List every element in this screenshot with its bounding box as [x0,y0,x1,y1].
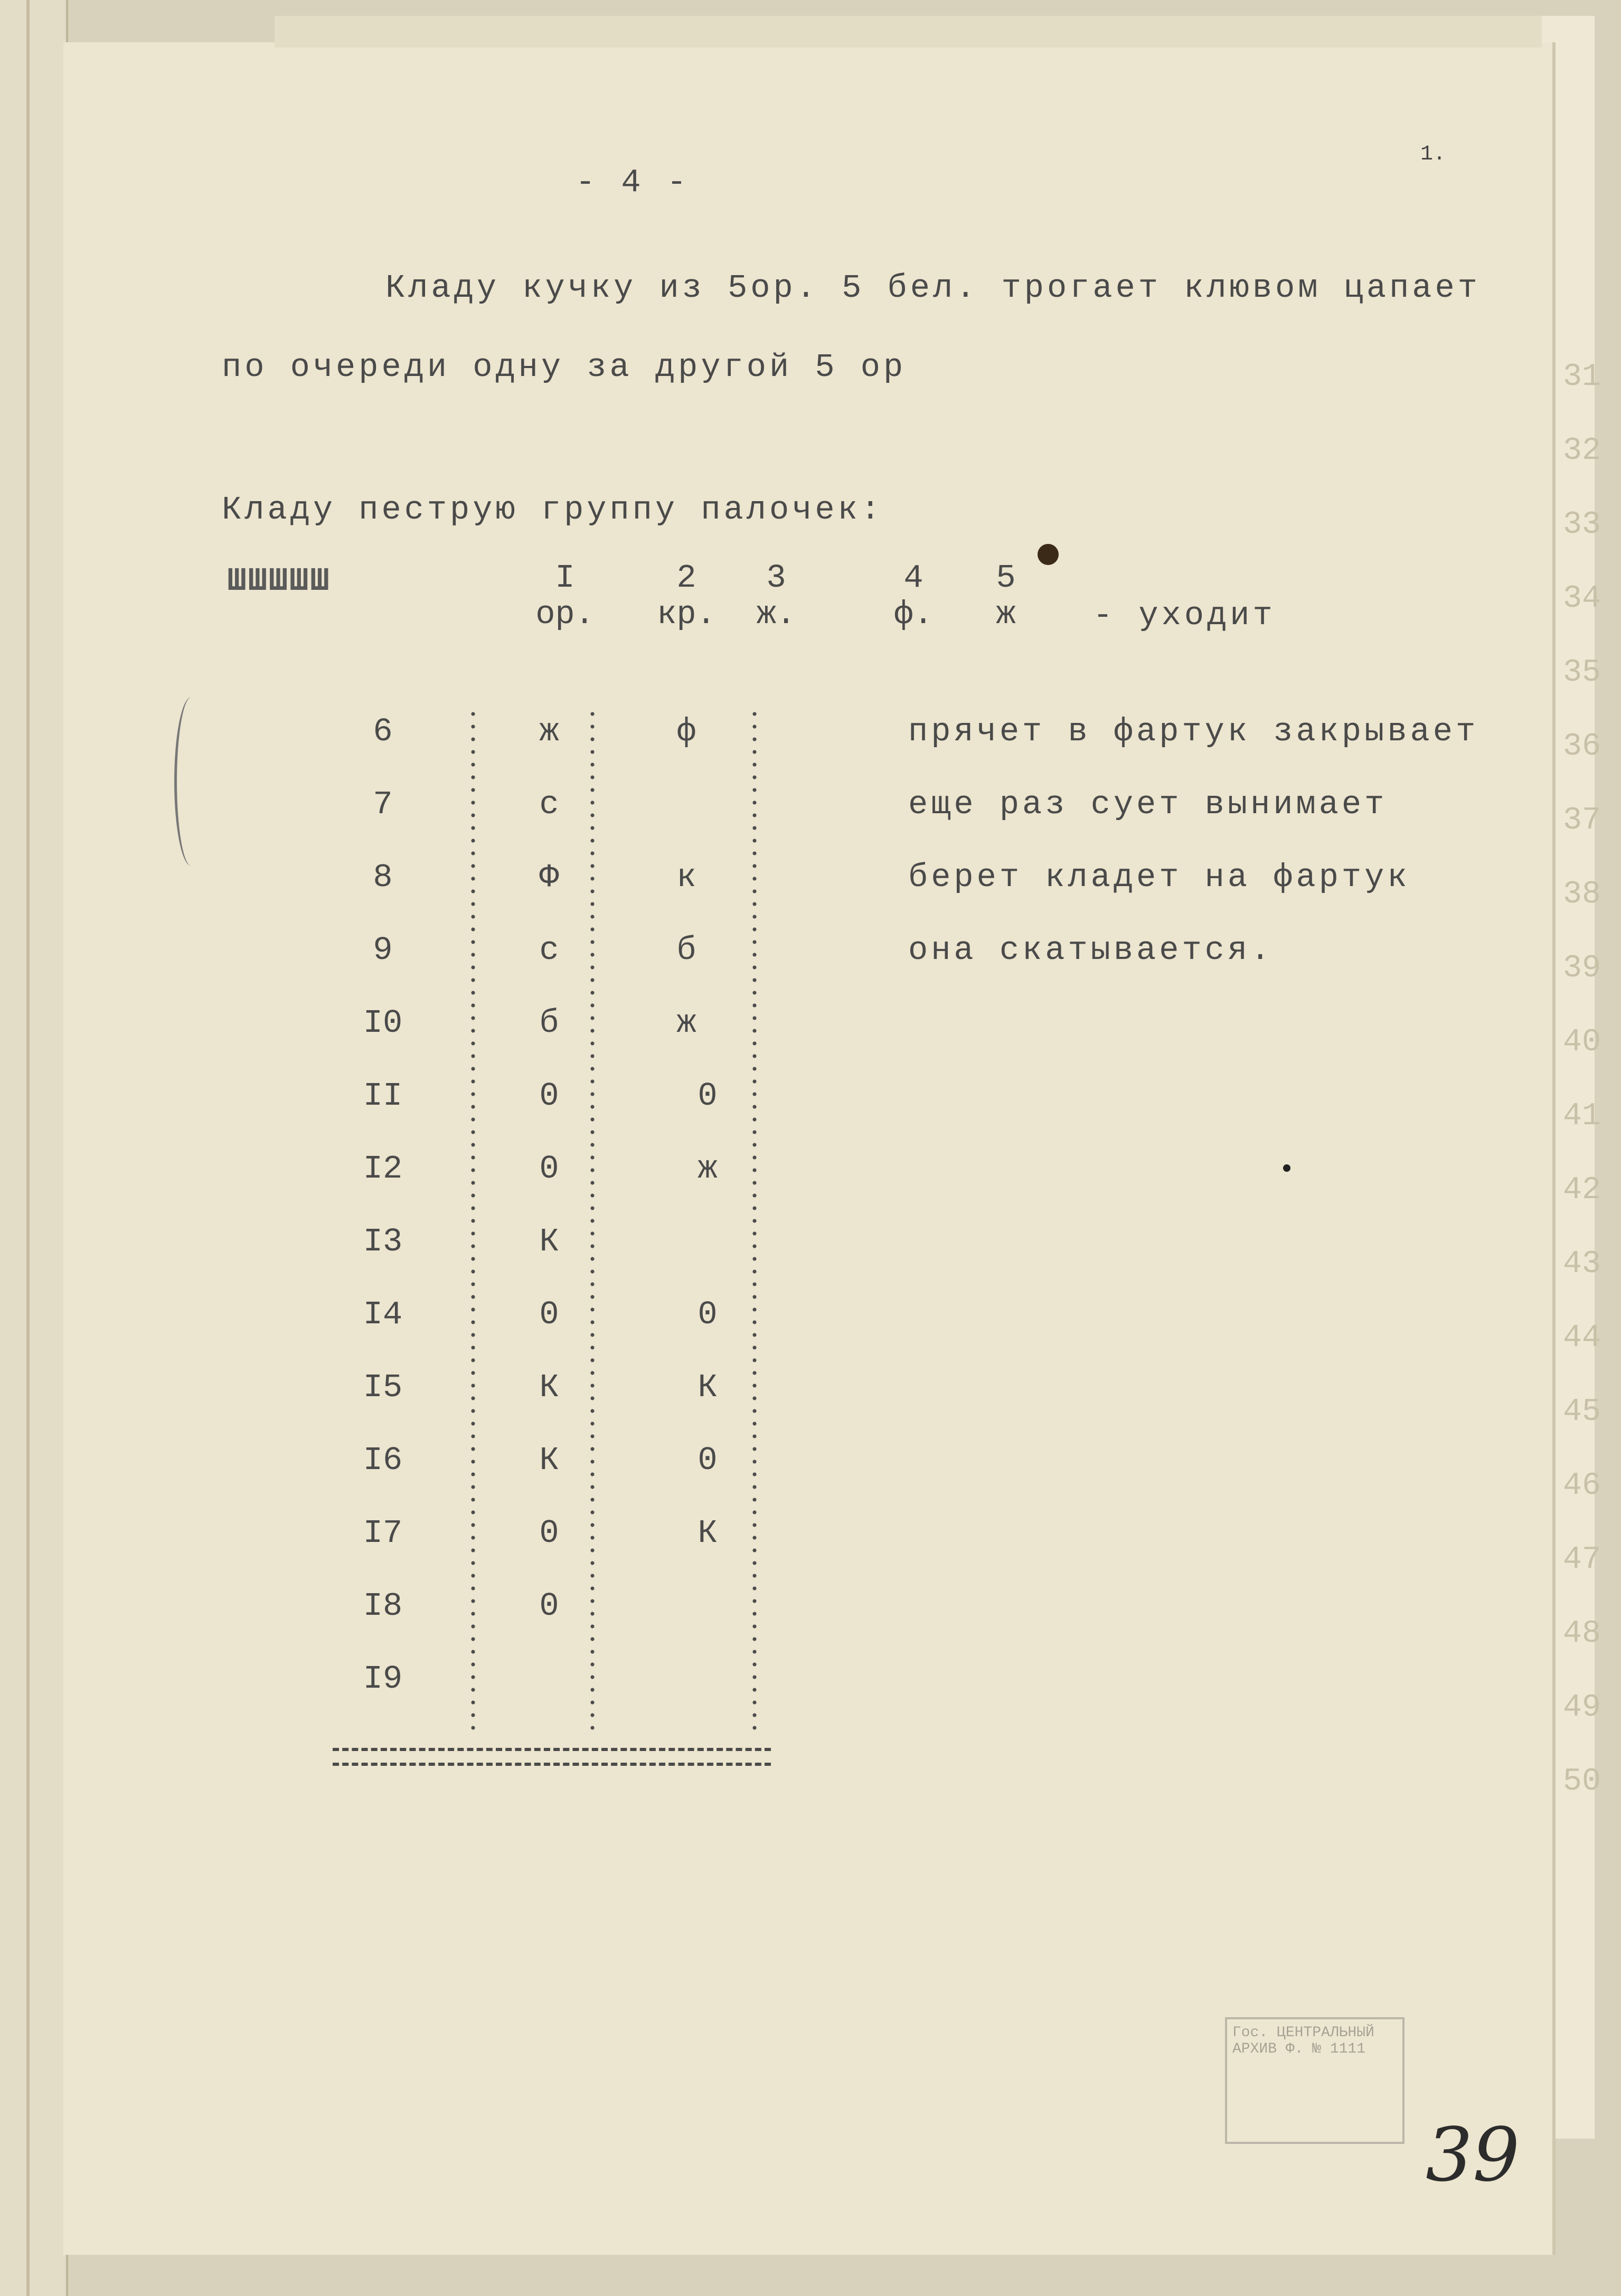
row-number: I3 [363,1223,403,1260]
handwritten-page-number: 39 [1426,2112,1520,2198]
back-sheet-number: 32 [1563,433,1601,469]
row-cell-col1: 0 [539,1514,559,1552]
row-number: 9 [373,931,393,969]
archive-stamp-text: Гос. ЦЕНТРАЛЬНЫЙ АРХИВ Ф. № 1111 [1232,2025,1374,2057]
row-cell-col2: к [676,859,696,896]
back-sheet-number: 39 [1563,951,1601,986]
row-cell-col2: ж [676,1004,696,1042]
back-sheet-number: 37 [1563,803,1601,839]
row-number: I6 [363,1442,403,1479]
back-sheet-number: 46 [1563,1468,1601,1504]
row-cell-col1: К [539,1442,559,1479]
row-cell-col2: 0 [698,1077,718,1115]
column-header-number: 4 [903,559,923,597]
column-header-number: 5 [996,559,1016,597]
back-sheet-number: 50 [1563,1764,1601,1800]
back-sheet-number: 43 [1563,1246,1601,1282]
row-cell-col1: б [539,1004,559,1042]
column-header-1 [528,560,602,633]
back-sheet-number: 41 [1563,1098,1601,1134]
page-top-edge [275,16,1542,48]
back-sheet-number: 38 [1563,877,1601,912]
back-sheet-number: 36 [1563,729,1601,765]
paragraph-line-2: по очереди одну за другой 5 ор [222,349,907,386]
archive-stamp [1225,2017,1405,2144]
row-cell-col1: ж [539,713,559,750]
row-cell-col2: К [698,1514,718,1552]
column-separator [471,708,475,1732]
column-separator [752,708,757,1732]
row-cell-col2: 0 [698,1442,718,1479]
section-heading: Кладу пеструю группу палочек: [222,491,883,529]
column-header-label: ж [996,596,1016,634]
left-page-fold [26,0,30,2296]
row-number: I4 [363,1296,403,1333]
column-header-5 [982,560,1030,633]
row-cell-col1: 0 [539,1587,559,1625]
column-header-label: ж. [756,596,796,634]
row-number: II [363,1077,403,1115]
row-cell-col2: ф [676,713,696,750]
row-cell-col1: 0 [539,1077,559,1115]
back-sheet-number: 31 [1563,359,1601,395]
left-page-edge [0,0,68,2296]
row-cell-col1: с [539,786,559,823]
overtyped-label: ШШШШШ [227,562,331,600]
row-number: I0 [363,1004,403,1042]
back-sheet-number: 47 [1563,1542,1601,1578]
row-number: 6 [373,713,393,750]
page-number-line: - 4 - [576,164,690,201]
column-header-label: кр. [657,596,716,634]
back-sheet-number: 45 [1563,1394,1601,1430]
row-cell-col1: 0 [539,1296,559,1333]
side-note-line-1: прячет в фартук закрывает [908,713,1479,750]
back-sheet-number: 44 [1563,1320,1601,1356]
paragraph-line-1: Кладу кучку из 5ор. 5 бел. трогает клювом цапает [385,269,1481,307]
column-separator [590,708,595,1732]
back-sheet-number: 33 [1563,507,1601,543]
row-number: I2 [363,1150,403,1188]
row-cell-col2: 0 [698,1296,718,1333]
column-header-label: ор. [535,596,595,634]
row-cell-col2: б [676,931,696,969]
column-header-2 [644,560,729,633]
row-cell-col2: К [698,1369,718,1406]
column-header-number: I [555,559,575,597]
row-number: I9 [363,1660,403,1698]
row-cell-col2: ж [698,1150,718,1188]
back-sheet-number: 34 [1563,581,1601,617]
leaves-note: - уходит [1093,597,1276,634]
row-number: I8 [363,1587,403,1625]
back-sheet-number: 48 [1563,1616,1601,1652]
column-header-number: 2 [676,559,696,597]
column-header-4 [887,560,940,633]
side-note-line-4: она скатывается. [908,931,1274,969]
ink-speck [1283,1164,1290,1172]
side-note-line-2: еще раз сует вынимает [908,786,1388,823]
row-cell-col1: К [539,1223,559,1260]
row-number: I5 [363,1369,403,1406]
corner-mark: 1. [1420,143,1446,166]
table-bottom-rule [333,1748,771,1766]
row-cell-col1: 0 [539,1150,559,1188]
back-sheet-number: 42 [1563,1172,1601,1208]
row-cell-col1: Ф [539,859,559,896]
row-number: 8 [373,859,393,896]
ink-blot [1038,544,1059,565]
column-header-number: 3 [766,559,786,597]
row-cell-col1: с [539,931,559,969]
side-note-line-3: берет кладет на фартук [908,859,1410,896]
back-sheet-number: 40 [1563,1024,1601,1060]
back-sheet-number: 35 [1563,655,1601,691]
row-cell-col1: К [539,1369,559,1406]
column-header-label: ф. [893,596,934,634]
row-number: I7 [363,1514,403,1552]
margin-pencil-mark [174,697,209,866]
row-number: 7 [373,786,393,823]
back-sheet-number: 49 [1563,1690,1601,1726]
column-header-3 [750,560,803,633]
